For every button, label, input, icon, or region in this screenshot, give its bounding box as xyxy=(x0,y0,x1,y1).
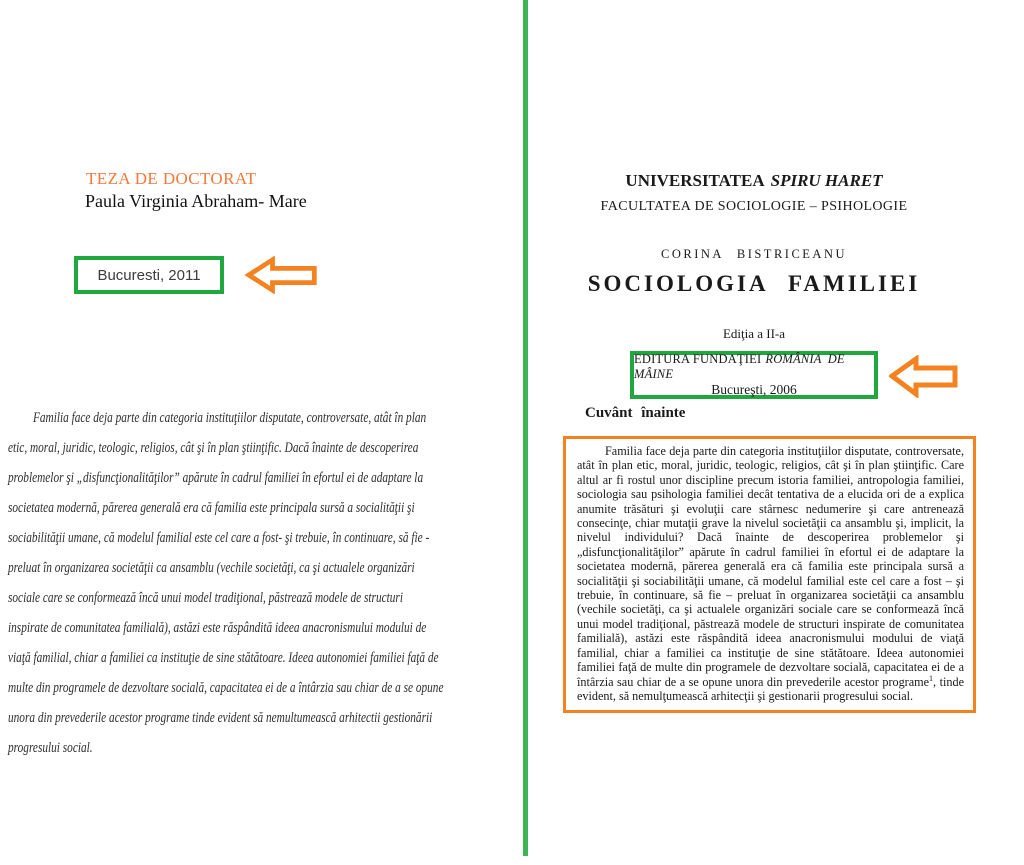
thesis-paragraph-line: preluat în organizarea societăţii ca ansamblu (vechile societăţi, ca şi actualele organizări xyxy=(8,560,415,576)
thesis-paragraph-line: progresului social. xyxy=(8,740,93,756)
book-imprint-arrow-icon xyxy=(889,355,959,398)
thesis-imprint-text: Bucuresti, 2011 xyxy=(97,266,201,284)
thesis-author: Paula Virginia Abraham- Mare xyxy=(85,191,307,211)
footnote-reference: 1 xyxy=(929,673,934,683)
thesis-paragraph-line: problemelor şi „disfuncţionalităţilor” apărute în cadrul familiei în efortul ei de adaptare la xyxy=(8,470,424,486)
book-author: CORINA BISTRICEANU xyxy=(661,247,847,261)
thesis-paragraph-line: etic, moral, juridic, teologic, religios, cât şi în plan ştiinţific. Dacă înainte de descoperirea xyxy=(8,440,419,456)
page-divider xyxy=(523,0,528,856)
book-university-line xyxy=(533,171,975,191)
thesis-title: TEZA DE DOCTORAT xyxy=(86,169,257,188)
book-title: SOCIOLOGIA FAMILIEI xyxy=(587,271,921,296)
thesis-paragraph-line: Familia face deja parte din categoria instituţiilor disputate, controversate, atât în plan xyxy=(32,410,427,426)
thesis-imprint-box xyxy=(74,256,224,294)
book-paragraph-text: Familia face deja parte din categoria instituţiilor disputate, controversate, atât în plan etic, moral, juridic, teologic, religios, cât şi în plan ştiinţific. Care altul ar fi rostul unor discipline precum istoria familiei, antropologia familiei, sociologia sau psihologia familiei decât tentativa de a elucida ori de a explica anumite trăsături şi evoluţii care stârnesc nedumerire şi care antrenează consecinţe, chiar mutaţii grave la nivelul societăţii ca ansamblu şi, implicit, la nivelul individului? Dacă înainte de descoperirea problemelor şi „disfuncţionalităţilor” apărute în cadrul familiei în efortul ei de adaptare la societatea modernă, părerea generală era că familia este principala sursă a socialităţii şi sociabilităţii umane, că modelul familial este cel care a fost – şi trebuie, în continuare, să fie – preluat în organizarea societăţii ca ansamblu (vechile societăţi, ca şi actualele organizări sociale care se conformează încă unui model tradiţional, păstrează modele de structuri inspirate de comunitatea familială), astăzi este răspândită ideea anacronismului modului de viaţă familial, chiar a familiei ca instituţie de sine stătătoare. Ideea autonomiei familiei faţă de multe din programele de dezvoltare socială, capacitatea ei de a întârzia sau chiar de a se opune unora din prevederile acestor programe xyxy=(577,444,964,689)
book-publisher-line xyxy=(634,352,874,382)
book-edition: Ediţia a II-a xyxy=(722,326,786,341)
book-paragraph xyxy=(577,444,964,703)
book-university-name: UNIVERSITATEA xyxy=(625,171,765,190)
thesis-paragraph-line: sociabilităţii umane, că modelul familial este cel care a fost- şi trebuie, în continuare, să fie - xyxy=(8,530,430,546)
thesis-paragraph-line: multe din programele de dezvoltare socială, capacitatea ei de a întârzia sau chiar de a se opune xyxy=(8,680,444,696)
thesis-paragraph-line: viaţă familial, chiar a familiei ca instituţie de sine stătătoare. Ideea autonomiei familiei faţă de xyxy=(8,650,439,666)
thesis-paragraph-line: unora din prevederile acestor programe tinde evident să nemultumească arhitectii gestionării xyxy=(8,710,433,726)
book-imprint-city: Bucureşti, 2006 xyxy=(711,382,797,397)
thesis-paragraph-line: societatea modernă, părerea generală era că familia este principala sursă a socialităţii şi xyxy=(8,500,415,516)
book-publisher-prefix: EDITURA FUNDAŢIEI xyxy=(634,352,762,366)
book-faculty-line: FACULTATEA DE SOCIOLOGIE – PSIHOLOGIE xyxy=(600,199,908,214)
thesis-imprint-arrow-icon xyxy=(244,256,320,294)
book-imprint-box xyxy=(630,351,878,399)
thesis-paragraph xyxy=(8,403,518,763)
book-publisher-name-italic: ROMÂNIA DE MÂINE xyxy=(634,352,845,381)
book-section-heading: Cuvânt înainte xyxy=(585,405,686,421)
book-paragraph-text-end: , tinde evident, să nemulţumească arhitecţii şi gestionarii progresului social. xyxy=(577,674,964,703)
thesis-paragraph-line: sociale care se conformează încă unui model tradiţional, păstrează modele de structuri xyxy=(8,590,403,606)
thesis-paragraph-line: inspirate de comunitatea familială), astăzi este răspândită ideea anacronismului modului de xyxy=(8,620,427,636)
book-paragraph-highlight-box xyxy=(563,436,976,713)
book-university-name-italic: SPIRU HARET xyxy=(770,171,883,190)
